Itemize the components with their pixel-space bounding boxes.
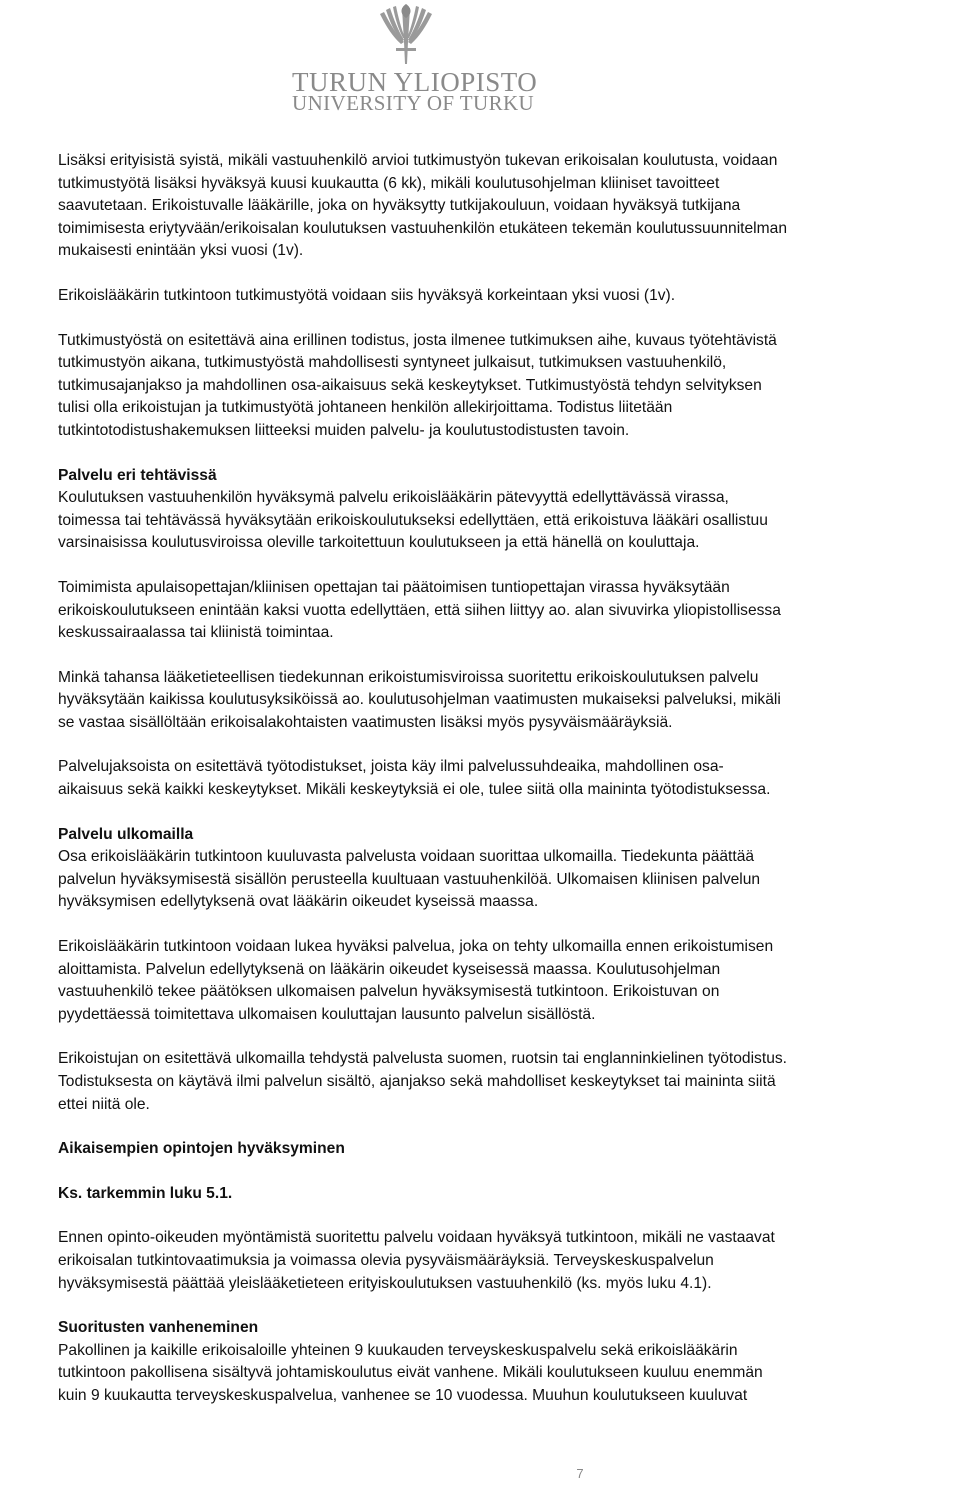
text-line: keskussairaalassa tai kliinistä toimintaa. [58, 624, 334, 642]
text-line: vastuuhenkilö tekee päätöksen ulkomaisen palvelun hyväksymisestä tutkintoon. Erikoistuvan on [58, 983, 720, 1001]
text-line: hyväksymisen edellytyksenä ovat lääkärin oikeudet kyseissä maassa. [58, 893, 539, 911]
text-line: pyydettäessä toimitettava ulkomaisen kouluttajan lausunto palvelun sisällöstä. [58, 1005, 596, 1023]
section-heading: Aikaisempien opintojen hyväksyminen [58, 1140, 345, 1158]
text-line: aloittamista. Palvelun edellytyksenä on lääkärin oikeudet kyseisessä maassa. Koulutusohjelman [58, 960, 721, 978]
text-line: tutkimusajanjakso ja mahdollinen osa-aikaisuus sekä keskeytykset. Tutkimustyöstä tehdyn selvityksen [58, 376, 762, 394]
paragraph-gap [58, 1161, 958, 1183]
text-line: ettei niitä ole. [58, 1095, 150, 1113]
paragraph [58, 1138, 958, 1161]
text-line: hyväksymisestä päättää yleislääketieteen erityiskoulutuksen vastuuhenkilö (ks. myös luku 4.1). [58, 1274, 712, 1292]
paragraph [58, 756, 958, 801]
text-line: Minkä tahansa lääketieteellisen tiedekunnan erikoistumisviroissa suoritettu erikoiskoulutuksen palvelu [58, 668, 759, 686]
text-line: Osa erikoislääkärin tutkintoon kuuluvasta palvelusta voidaan suorittaa ulkomailla. Tiedekunta päättää [58, 848, 755, 866]
paragraph-gap [58, 308, 958, 330]
text-line: mukaisesti enintään yksi vuosi (1v). [58, 242, 304, 260]
text-line: erikoisalan tutkintovaatimuksia ja voimassa olevia pysyväismääräyksiä. Terveyskeskuspalvelun [58, 1251, 714, 1269]
paragraph [58, 150, 958, 263]
text-line: erikoiskoulutukseen enintään kaksi vuotta edellyttäen, että siihen liittyy ao. alan sivuvirka yliopistollisessa [58, 601, 781, 619]
paragraph [58, 1317, 958, 1407]
text-line: Todistuksesta on käytävä ilmi palvelun sisältö, ajanjakso sekä mahdolliset keskeytykset tai maininta siitä [58, 1073, 776, 1090]
text-line: Koulutuksen vastuuhenkilön hyväksymä palvelu erikoislääkärin pätevyyttä edellyttävässä virassa, [58, 489, 729, 507]
paragraph-gap [58, 734, 958, 756]
paragraph-gap [58, 1205, 958, 1227]
text-line: varsinaisissa koulutusviroissa oleville tarkoitettuun koulutukseen ja että hänellä on kouluttaja. [58, 534, 700, 552]
text-line: kuin 9 kuukautta terveyskeskuspalvelua, vanhenee se 10 vuodessa. Muuhun koulutukseen kuuluvat [58, 1386, 748, 1404]
text-line: tutkimustyön aikana, tutkimustyöstä mahdollisesti syntyneet julkaisut, tutkimuksen vastuuhenkilö, [58, 354, 727, 372]
text-line: tulisi olla erikoistujan ja tutkimustyötä johtaneen henkilön allekirjoittama. Todistus liitetään [58, 399, 673, 417]
paragraph [58, 330, 958, 443]
paragraph-gap [58, 914, 958, 936]
university-logo [286, 2, 538, 120]
paragraph-gap [58, 802, 958, 824]
text-line: tutkintotodistushakemuksen liitteeksi muiden palvelu- ja koulutustodistusten tavoin. [58, 421, 630, 439]
text-line: aikaisuus sekä kaikki keskeytykset. Mikäli keskeytyksiä ei ole, tulee siitä olla maininta työtodistuksessa. [58, 781, 771, 799]
page-number: 7 [576, 1466, 584, 1481]
text-line: se vastaa sisällöltään erikoisalakohtaisten vaatimusten lisäksi myös pysyväismääräyksiä. [58, 713, 673, 731]
paragraph-gap [58, 1026, 958, 1048]
text-line: Palvelujaksoista on esitettävä työtodistukset, joista käy ilmi palvelussuhdeaika, mahdollinen osa- [58, 758, 724, 776]
paragraph [58, 824, 958, 914]
text-line: Erikoistujan on esitettävä ulkomailla tehdystä palvelusta suomen, ruotsin tai englanninkielinen työtodistus. [58, 1050, 787, 1068]
paragraph [58, 285, 958, 308]
text-line: tutkintoon pakollisena sisältyvä johtamiskoulutus eivät vanhene. Mikäli koulutukseen kuuluu enemmän [58, 1364, 763, 1382]
logo-name-finnish: TURUN YLIOPISTO [292, 67, 538, 97]
text-line: Toimimista apulaisopettajan/kliinisen opettajan tai päätoimisen tuntiopettajan virassa hyväksytään [58, 578, 730, 596]
document-body [58, 150, 958, 1408]
logo-name-english: UNIVERSITY OF TURKU [292, 91, 535, 115]
paragraph-gap [58, 645, 958, 667]
text-line: Pakollinen ja kaikille erikoisaloille yhteinen 9 kuukauden terveyskeskuspalvelu sekä erikoislääkärin [58, 1341, 738, 1359]
paragraph [58, 465, 958, 555]
university-emblem-icon [378, 2, 434, 66]
paragraph [58, 667, 958, 735]
text-line: Tutkimustyöstä on esitettävä aina erillinen todistus, josta ilmenee tutkimuksen aihe, kuvaus työtehtävistä [58, 331, 777, 349]
text-line: Lisäksi erityisistä syistä, mikäli vastuuhenkilö arvioi tutkimustyön tukevan erikoisalan koulutusta, voidaan [58, 152, 778, 169]
text-line: palvelun hyväksymisestä sisällön perusteella kuultuaan vastuuhenkilöä. Ulkomaisen kliinisen palvelun [58, 870, 761, 888]
text-line: saavutetaan. Erikoistuvalle lääkärille, joka on hyväksytty tutkijakouluun, voidaan hyväksyä tutkijana [58, 197, 741, 215]
text-line: tutkimustyötä lisäksi hyväksyä kuusi kuukautta (6 kk), mikäli koulutusohjelman kliiniset tavoitteet [58, 174, 720, 192]
section-heading: Ks. tarkemmin luku 5.1. [58, 1184, 233, 1202]
paragraph [58, 1048, 958, 1116]
text-line: toimimisesta eriytyvään/erikoisalan koulutuksen vastuuhenkilön etukäteen tekemän koulutussuunnitelman [58, 219, 787, 237]
paragraph [58, 577, 958, 645]
paragraph [58, 1227, 958, 1295]
paragraph [58, 936, 958, 1026]
paragraph-gap [58, 263, 958, 285]
text-line: toimessa tai tehtävässä hyväksytään erikoiskoulutukseksi edellyttäen, että erikoistuva lääkäri osallistuu [58, 511, 768, 529]
paragraph-gap [58, 443, 958, 465]
section-heading: Palvelu ulkomailla [58, 825, 194, 843]
text-line: Erikoislääkärin tutkintoon voidaan lukea hyväksi palvelua, joka on tehty ulkomailla ennen erikoistumisen [58, 938, 774, 956]
text-line: Ennen opinto-oikeuden myöntämistä suoritettu palvelu voidaan hyväksyä tutkintoon, mikäli ne vastaavat [58, 1229, 775, 1247]
paragraph-gap [58, 555, 958, 577]
paragraph-gap [58, 1295, 958, 1317]
paragraph [58, 1183, 958, 1206]
text-line: hyväksytään kaikissa koulutusyksiköissä ao. koulutusohjelman vaatimusten mukaiseksi palveluksi, mikäli [58, 691, 781, 709]
paragraph-gap [58, 1116, 958, 1138]
section-heading: Suoritusten vanheneminen [58, 1319, 259, 1337]
text-line: Erikoislääkärin tutkintoon tutkimustyötä voidaan siis hyväksyä korkeintaan yksi vuosi (1v). [58, 286, 676, 304]
section-heading: Palvelu eri tehtävissä [58, 466, 217, 484]
